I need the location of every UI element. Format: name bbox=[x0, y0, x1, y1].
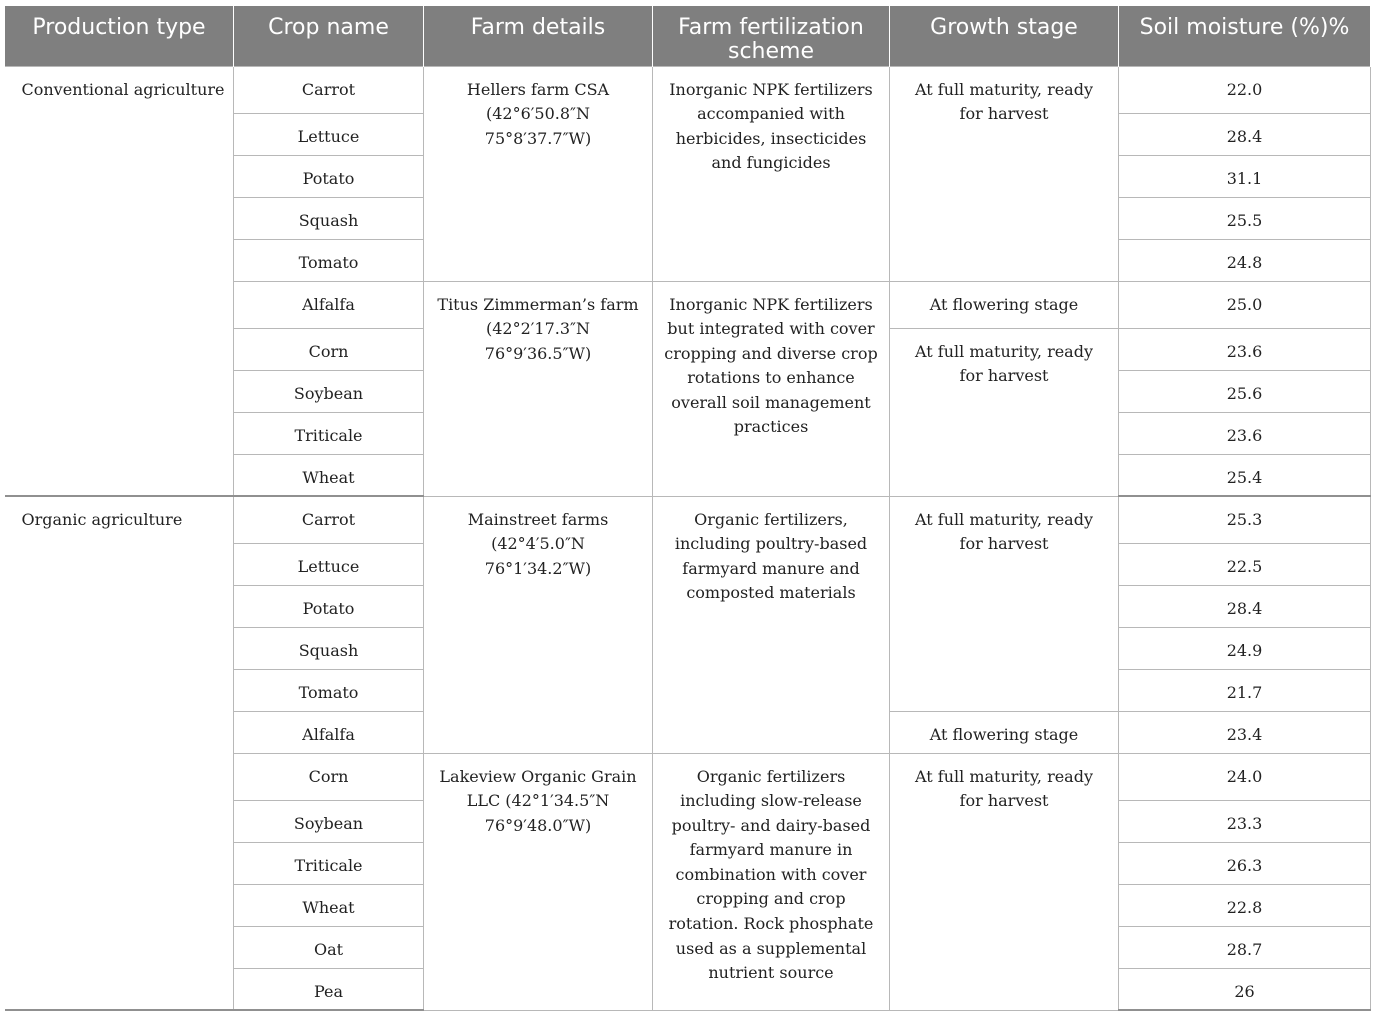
crop-name-cell: Tomato bbox=[234, 669, 424, 711]
scheme-line: combination with cover bbox=[675, 864, 867, 884]
soil-moisture-cell: 23.4 bbox=[1119, 711, 1371, 753]
crop-name-cell: Triticale bbox=[234, 842, 424, 884]
scheme-line: composted materials bbox=[686, 583, 856, 603]
soil-moisture-cell: 24.9 bbox=[1119, 627, 1371, 669]
crop-name-cell: Squash bbox=[234, 627, 424, 669]
crop-name-cell: Corn bbox=[234, 328, 424, 370]
header-farm-details: Farm details bbox=[424, 6, 653, 66]
soil-moisture-cell: 23.3 bbox=[1119, 800, 1371, 842]
soil-moisture-cell: 25.6 bbox=[1119, 370, 1371, 412]
soil-moisture-cell: 25.4 bbox=[1119, 454, 1371, 496]
farm-details-line: Hellers farm CSA bbox=[466, 79, 610, 99]
crop-name-cell: Triticale bbox=[234, 412, 424, 454]
scheme-line: farmyard manure in bbox=[689, 840, 853, 860]
scheme-line: Inorganic NPK fertilizers bbox=[669, 294, 873, 314]
soil-moisture-cell: 24.8 bbox=[1119, 239, 1371, 281]
farm-details-cell bbox=[424, 281, 653, 496]
scheme-line: nutrient source bbox=[708, 963, 834, 983]
growth-stage-cell bbox=[890, 753, 1119, 1010]
stage-line: At full maturity, ready bbox=[915, 509, 1093, 529]
fertilization-scheme-cell bbox=[653, 66, 890, 281]
farm-details-line: 75°8′37.7″W) bbox=[484, 128, 592, 148]
scheme-line: including slow-release bbox=[680, 791, 862, 811]
crop-name-cell: Potato bbox=[234, 585, 424, 627]
soil-moisture-cell: 26.3 bbox=[1119, 842, 1371, 884]
farm-details-line: 76°9′48.0″W) bbox=[484, 815, 592, 835]
farm-details-line: Mainstreet farms bbox=[467, 509, 609, 529]
growth-stage-cell: At flowering stage bbox=[890, 281, 1119, 328]
farm-details-line: Lakeview Organic Grain bbox=[439, 766, 637, 786]
crop-name-cell: Soybean bbox=[234, 800, 424, 842]
soil-moisture-cell: 25.3 bbox=[1119, 496, 1371, 543]
header-fertilization-line: Farm fertilization bbox=[678, 15, 864, 40]
soil-moisture-cell: 26 bbox=[1119, 968, 1371, 1010]
soil-moisture-cell: 22.8 bbox=[1119, 884, 1371, 926]
crop-name-cell: Potato bbox=[234, 155, 424, 197]
scheme-line: and fungicides bbox=[711, 153, 831, 173]
scheme-line: rotation. Rock phosphate bbox=[668, 914, 874, 934]
soil-moisture-cell: 23.6 bbox=[1119, 412, 1371, 454]
scheme-line: accompanied with bbox=[697, 104, 845, 124]
scheme-line: overall soil management bbox=[671, 392, 871, 412]
farm-details-line: (42°2′17.3″N bbox=[485, 319, 590, 339]
scheme-line: rotations to enhance bbox=[687, 368, 855, 388]
scheme-line: Inorganic NPK fertilizers bbox=[669, 79, 873, 99]
farm-details-line: 76°1′34.2″W) bbox=[484, 558, 592, 578]
farm-details-cell bbox=[424, 496, 653, 753]
crop-name-cell: Corn bbox=[234, 753, 424, 800]
growth-stage-cell bbox=[890, 496, 1119, 711]
stage-line: At full maturity, ready bbox=[915, 79, 1093, 99]
crop-name-cell: Lettuce bbox=[234, 543, 424, 585]
stage-line: for harvest bbox=[959, 104, 1049, 124]
soil-moisture-cell: 28.4 bbox=[1119, 585, 1371, 627]
production-type-cell: Conventional agriculture bbox=[5, 66, 234, 496]
soil-moisture-cell: 22.0 bbox=[1119, 66, 1371, 113]
header-growth-stage: Growth stage bbox=[890, 6, 1119, 66]
farm-details-line: Titus Zimmerman’s farm bbox=[437, 294, 639, 314]
header-soil-moisture: Soil moisture (%)% bbox=[1119, 6, 1371, 66]
scheme-line: cropping and diverse crop bbox=[664, 343, 878, 363]
header-fertilization-scheme bbox=[653, 6, 890, 66]
crop-name-cell: Squash bbox=[234, 197, 424, 239]
crop-name-cell: Wheat bbox=[234, 884, 424, 926]
stage-line: At full maturity, ready bbox=[915, 766, 1093, 786]
scheme-line: Organic fertilizers, bbox=[694, 509, 848, 529]
farm-details-cell bbox=[424, 753, 653, 1010]
header-row bbox=[5, 6, 1371, 66]
scheme-line: farmyard manure and bbox=[682, 558, 860, 578]
scheme-line: but integrated with cover bbox=[667, 319, 875, 339]
scheme-line: cropping and crop bbox=[696, 889, 846, 909]
fertilization-scheme-cell bbox=[653, 281, 890, 496]
soil-moisture-cell: 22.5 bbox=[1119, 543, 1371, 585]
soil-moisture-cell: 25.5 bbox=[1119, 197, 1371, 239]
growth-stage-cell bbox=[890, 66, 1119, 281]
table-row bbox=[5, 66, 1371, 113]
crop-name-cell: Tomato bbox=[234, 239, 424, 281]
stage-line: for harvest bbox=[959, 791, 1049, 811]
crop-name-cell: Pea bbox=[234, 968, 424, 1010]
soil-moisture-cell: 28.4 bbox=[1119, 113, 1371, 155]
soil-moisture-cell: 21.7 bbox=[1119, 669, 1371, 711]
soil-moisture-cell: 24.0 bbox=[1119, 753, 1371, 800]
production-type-cell: Organic agriculture bbox=[5, 496, 234, 1010]
header-production-type: Production type bbox=[5, 6, 234, 66]
soil-moisture-cell: 25.0 bbox=[1119, 281, 1371, 328]
scheme-line: used as a supplemental bbox=[675, 938, 867, 958]
crop-name-cell: Alfalfa bbox=[234, 281, 424, 328]
scheme-line: poultry- and dairy-based bbox=[671, 815, 871, 835]
fertilization-scheme-cell bbox=[653, 496, 890, 753]
table-row bbox=[5, 496, 1371, 543]
fertilization-scheme-cell bbox=[653, 753, 890, 1010]
crop-name-cell: Wheat bbox=[234, 454, 424, 496]
scheme-line: including poultry-based bbox=[674, 534, 868, 554]
growth-stage-cell: At flowering stage bbox=[890, 711, 1119, 753]
farm-details-cell bbox=[424, 66, 653, 281]
scheme-line: Organic fertilizers bbox=[696, 766, 846, 786]
header-fertilization-line: scheme bbox=[727, 39, 814, 64]
crop-name-cell: Lettuce bbox=[234, 113, 424, 155]
crop-name-cell: Oat bbox=[234, 926, 424, 968]
stage-line: for harvest bbox=[959, 534, 1049, 554]
scheme-line: practices bbox=[733, 417, 809, 437]
growth-stage-cell bbox=[890, 328, 1119, 496]
crop-name-cell: Soybean bbox=[234, 370, 424, 412]
crop-name-cell: Alfalfa bbox=[234, 711, 424, 753]
crop-name-cell: Carrot bbox=[234, 66, 424, 113]
stage-line: for harvest bbox=[959, 366, 1049, 386]
crop-name-cell: Carrot bbox=[234, 496, 424, 543]
soil-moisture-cell: 28.7 bbox=[1119, 926, 1371, 968]
crop-data-table bbox=[4, 6, 1371, 1011]
scheme-line: herbicides, insecticides bbox=[675, 128, 867, 148]
soil-moisture-cell: 23.6 bbox=[1119, 328, 1371, 370]
soil-moisture-cell: 31.1 bbox=[1119, 155, 1371, 197]
farm-details-line: (42°4′5.0″N bbox=[491, 534, 585, 554]
farm-details-line: 76°9′36.5″W) bbox=[484, 343, 592, 363]
header-crop-name: Crop name bbox=[234, 6, 424, 66]
farm-details-line: LLC (42°1′34.5″N bbox=[466, 791, 610, 811]
farm-details-line: (42°6′50.8″N bbox=[485, 104, 590, 124]
stage-line: At full maturity, ready bbox=[915, 341, 1093, 361]
